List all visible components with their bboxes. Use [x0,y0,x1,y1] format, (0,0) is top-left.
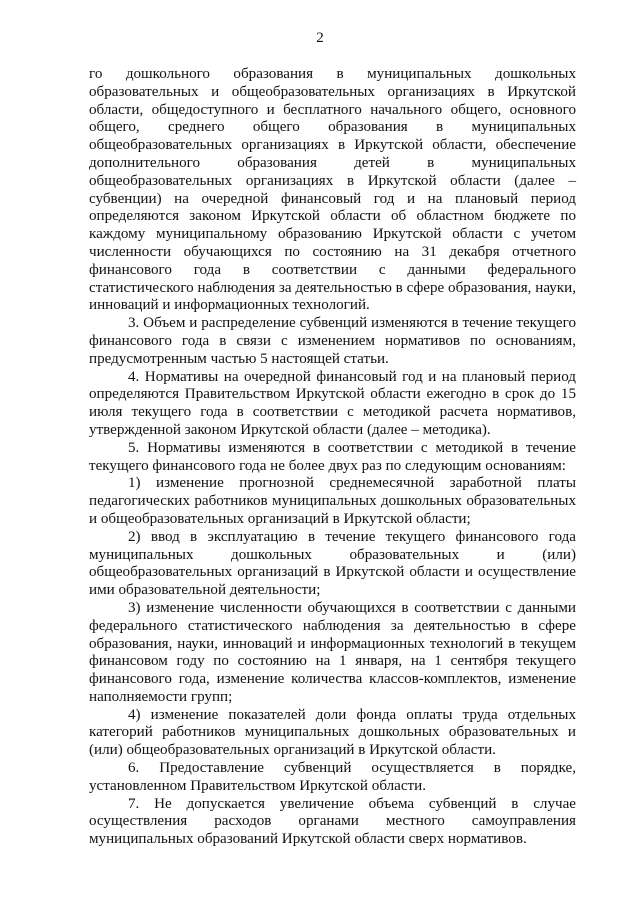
page-number: 2 [316,30,324,46]
paragraph-item-4: 4. Нормативы на очередной финансовый год и на плановый период определяются Правительством Иркутской области ежегодно в срок до 15 июля текущего года в соответствии с методикой расчета нормативов, утвержденной законом Иркутской области (далее – методика). [89,368,576,438]
paragraph-item-7: 7. Не допускается увеличение объема субвенций в случае осуществления расходов органами местного самоуправления муниципальных образований Иркутской области сверх нормативов. [89,795,576,848]
subitem-3: 3) изменение численности обучающихся в соответствии с данными федерального статистического наблюдения за деятельностью в сфере образования, науки, инноваций и информационных технологий в текущем финансовом году по состоянию на 1 января, на 1 сентября текущего финансового года, изменение количества классов-комплектов, изменение наполняемости групп; [89,599,576,705]
paragraph-item-5: 5. Нормативы изменяются в соответствии с методикой в течение текущего финансового года не более двух раз по следующим основаниям: [89,439,576,474]
document-body [89,66,576,849]
subitem-4: 4) изменение показателей доли фонда оплаты труда отдельных категорий работников муниципальных дошкольных образовательных и (или) общеобразовательных организаций в Иркутской области. [89,706,576,759]
subitem-1: 1) изменение прогнозной среднемесячной заработной платы педагогических работников муниципальных дошкольных образовательных и общеобразовательных организаций в Иркутской области; [89,475,576,527]
subitem-2: 2) ввод в эксплуатацию в течение текущего финансового года муниципальных дошкольных образовательных и (или) общеобразовательных организаций в Иркутской области и осуществление ими образовательной деятельности; [89,528,576,599]
paragraph-item-3: 3. Объем и распределение субвенций изменяются в течение текущего финансового года в связи с изменением нормативов по основаниям, предусмотренным частью 5 настоящей статьи. [89,315,576,367]
paragraph-continuation: го дошкольного образования в муниципальных дошкольных образовательных и общеобразовательных организациях в Иркутской области, общедоступного и бесплатного начального общего, основного общего, среднего общего образования в муниципальных общеобразовательных организациях в Иркутской области, обеспечение дополнительного образования детей в муниципальных общеобразовательных организациях в Иркутской области (далее – субвенции) на очередной финансовый год и на плановый период определяются законом Иркутской области об областном бюджете по каждому муниципальному образованию Иркутской области с учетом численности обучающихся по состоянию на 31 декабря отчетного финансового года в соответствии с данными федерального статистического наблюдения за деятельностью в сфере образования, науки, инноваций и информационных технологий. [89,66,576,314]
paragraph-item-6: 6. Предоставление субвенций осуществляется в порядке, установленном Правительством Иркутской области. [89,760,576,794]
